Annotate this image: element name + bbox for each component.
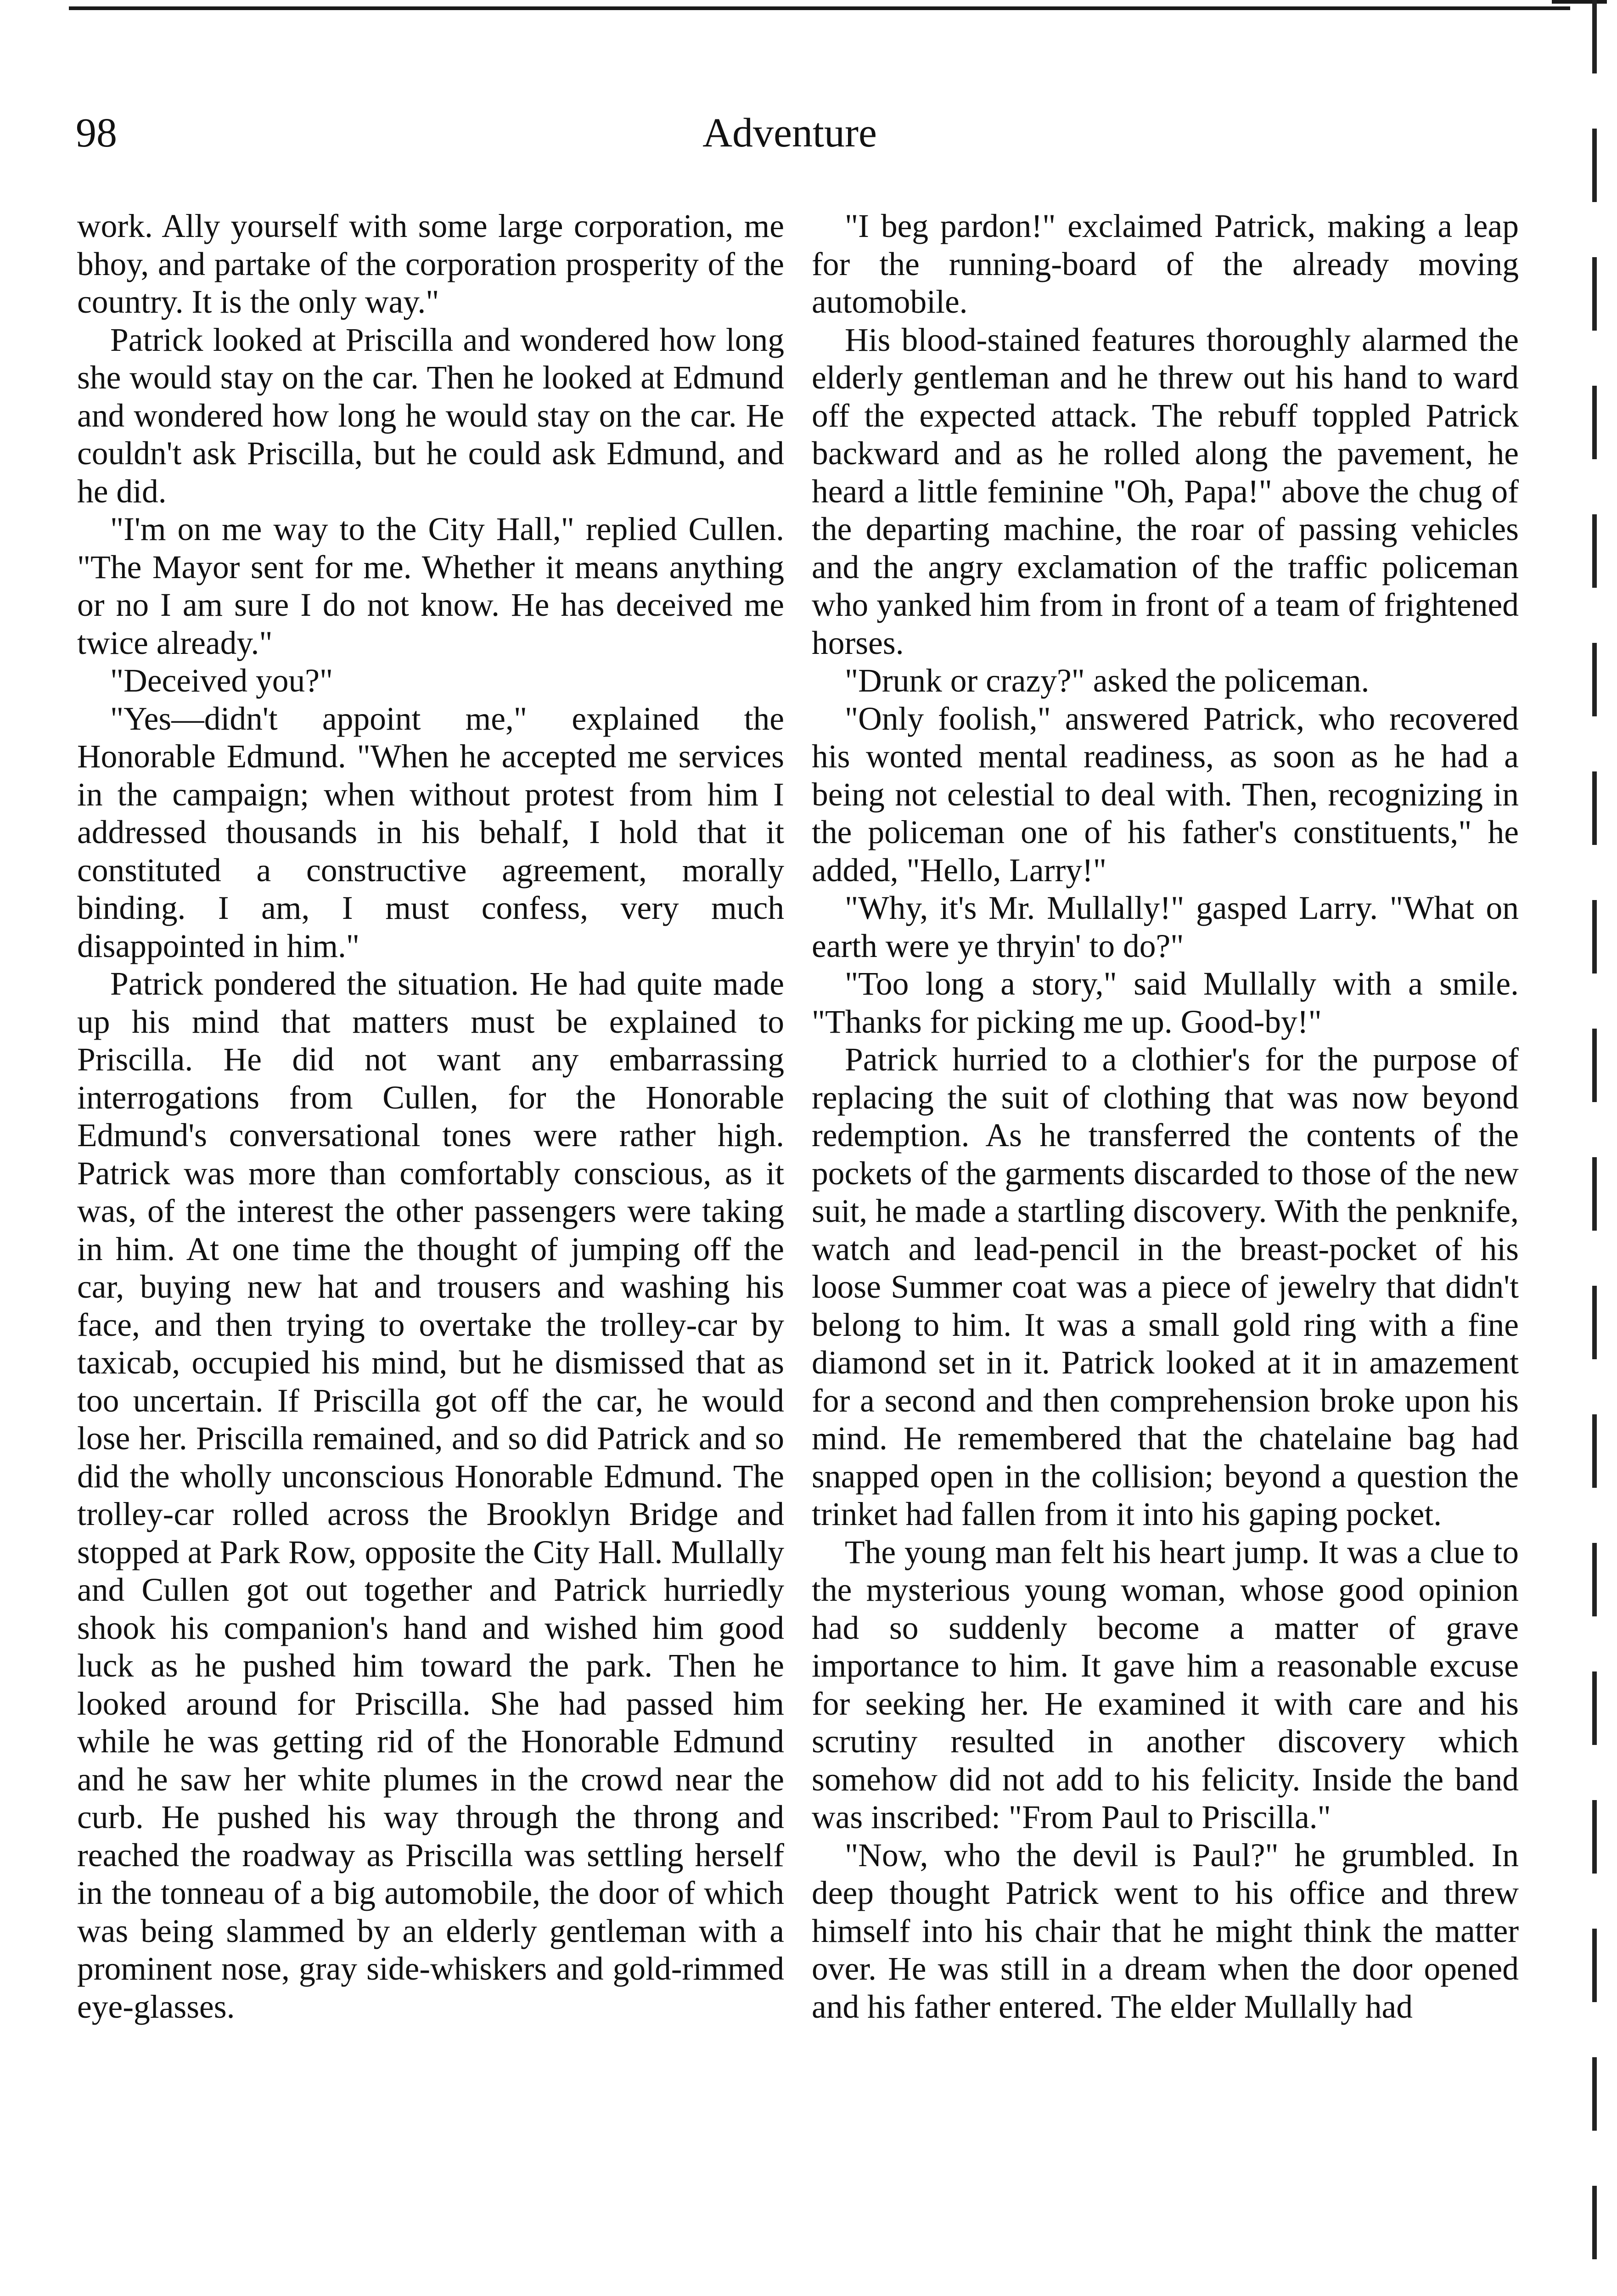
running-head: Adventure [702,110,877,156]
left-column [77,208,784,2026]
paragraph: "Deceived you?" [110,663,333,699]
paragraph: "Too long a story," said Mullally with a smile. "Thanks for picking me up. Good-by!" [812,966,1519,1040]
paragraph: Patrick hurried to a clothier's for the purpose of replacing the suit of clothing that was now beyond redemption. As he transferred the contents of the pockets of the garments discarded to those of the new suit, he made a startling discovery. With the penknife, watch and lead-pencil in the breast-pocket of his loose Summer coat was a piece of jewelry that didn't belong to him. It was a small gold ring with a fine diamond set in it. Patrick looked at it in amazement for a second and then comprehension broke upon his mind. He remembered that the chatelaine bag had snapped open in the collision; beyond a question the trinket had fallen from it into his gaping pocket. [812,1041,1519,1532]
paragraph: "Now, who the devil is Paul?" he grumbled. In deep thought Patrick went to his office and threw himself into his chair that he might think the matter over. He was still in a dream when the door opened and his father entered. The elder Mullally had [812,1837,1519,2025]
paragraph: "I beg pardon!" exclaimed Patrick, making a leap for the running-board of the already moving automobile. [812,208,1519,320]
top-rule [69,6,1570,10]
top-rule-tail [1552,0,1607,22]
right-column [812,208,1519,2026]
paragraph: "Only foolish," answered Patrick, who recovered his wonted mental readiness, as soon as he had a being not celestial to deal with. Then, recognizing in the policeman one of his father's constituents," he added, "Hello, Larry!" [812,700,1519,889]
paragraph: His blood-stained features thoroughly alarmed the elderly gentleman and he threw out his hand to ward off the expected attack. The rebuff toppled Patrick backward and as he rolled along the pavement, he heard a little feminine "Oh, Papa!" above the chug of the departing machine, the roar of passing vehicles and the angry exclamation of the traffic policeman who yanked him from in front of a team of frightened horses. [812,321,1519,661]
paragraph: "Yes—didn't appoint me," explained the Honorable Edmund. "When he accepted me services in the campaign; when without protest from him I addressed thousands in his behalf, I hold that it constituted a constructive agreement, morally binding. I am, I must confess, very much disappointed in him." [77,700,784,964]
paragraph: "Drunk or crazy?" asked the policeman. [845,663,1370,699]
page-number: 98 [76,110,117,156]
paragraph: work. Ally yourself with some large corporation, me bhoy, and partake of the corporation prosperity of the country. It is the only way." [77,208,784,320]
paragraph: Patrick looked at Priscilla and wondered how long she would stay on the car. Then he looked at Edmund and wondered how long he would stay on the car. He couldn't ask Priscilla, but he could ask Edmund, and he did. [77,321,784,510]
paragraph: The young man felt his heart jump. It was a clue to the mysterious young woman, whose good opinion had so suddenly become a matter of grave importance to him. It gave him a reasonable excuse for seeking her. He examined it with care and his scrutiny resulted in another discovery which somehow did not add to his felicity. Inside the band was inscribed: "From Paul to Priscilla." [812,1534,1519,1835]
paragraph: "I'm on me way to the City Hall," replied Cullen. "The Mayor sent for me. Whether it means anything or no I am sure I do not know. He has deceived me twice already." [77,511,784,661]
paragraph: "Why, it's Mr. Mullally!" gasped Larry. "What on earth were ye thryin' to do?" [812,890,1519,964]
binding-edge [1592,0,1597,2296]
paragraph: Patrick pondered the situation. He had quite made up his mind that matters must be explained to Priscilla. He did not want any embarrassing interrogations from Cullen, for the Honorable Edmund's conversational tones were rather high. Patrick was more than comfortably conscious, as it was, of the interest the other passengers were taking in him. At one time the thought of jumping off the car, buying new hat and trousers and washing his face, and then trying to overtake the trolley-car by taxicab, occupied his mind, but he dismissed that as too uncertain. If Priscilla got off the car, he would lose her. Priscilla remained, and so did Patrick and so did the wholly unconscious Honorable Edmund. The trolley-car rolled across the Brooklyn Bridge and stopped at Park Row, opposite the City Hall. Mullally and Cullen got out together and Patrick hurriedly shook his companion's hand and wished him good luck as he pushed him toward the park. Then he looked around for Priscilla. She had passed him while he was getting rid of the Honorable Edmund and he saw her white plumes in the crowd near the curb. He pushed his way through the throng and reached the roadway as Priscilla was settling herself in the tonneau of a big automobile, the door of which was being slammed by an elderly gentleman with a prominent nose, gray side-whiskers and gold-rimmed eye-glasses. [77,966,784,2025]
